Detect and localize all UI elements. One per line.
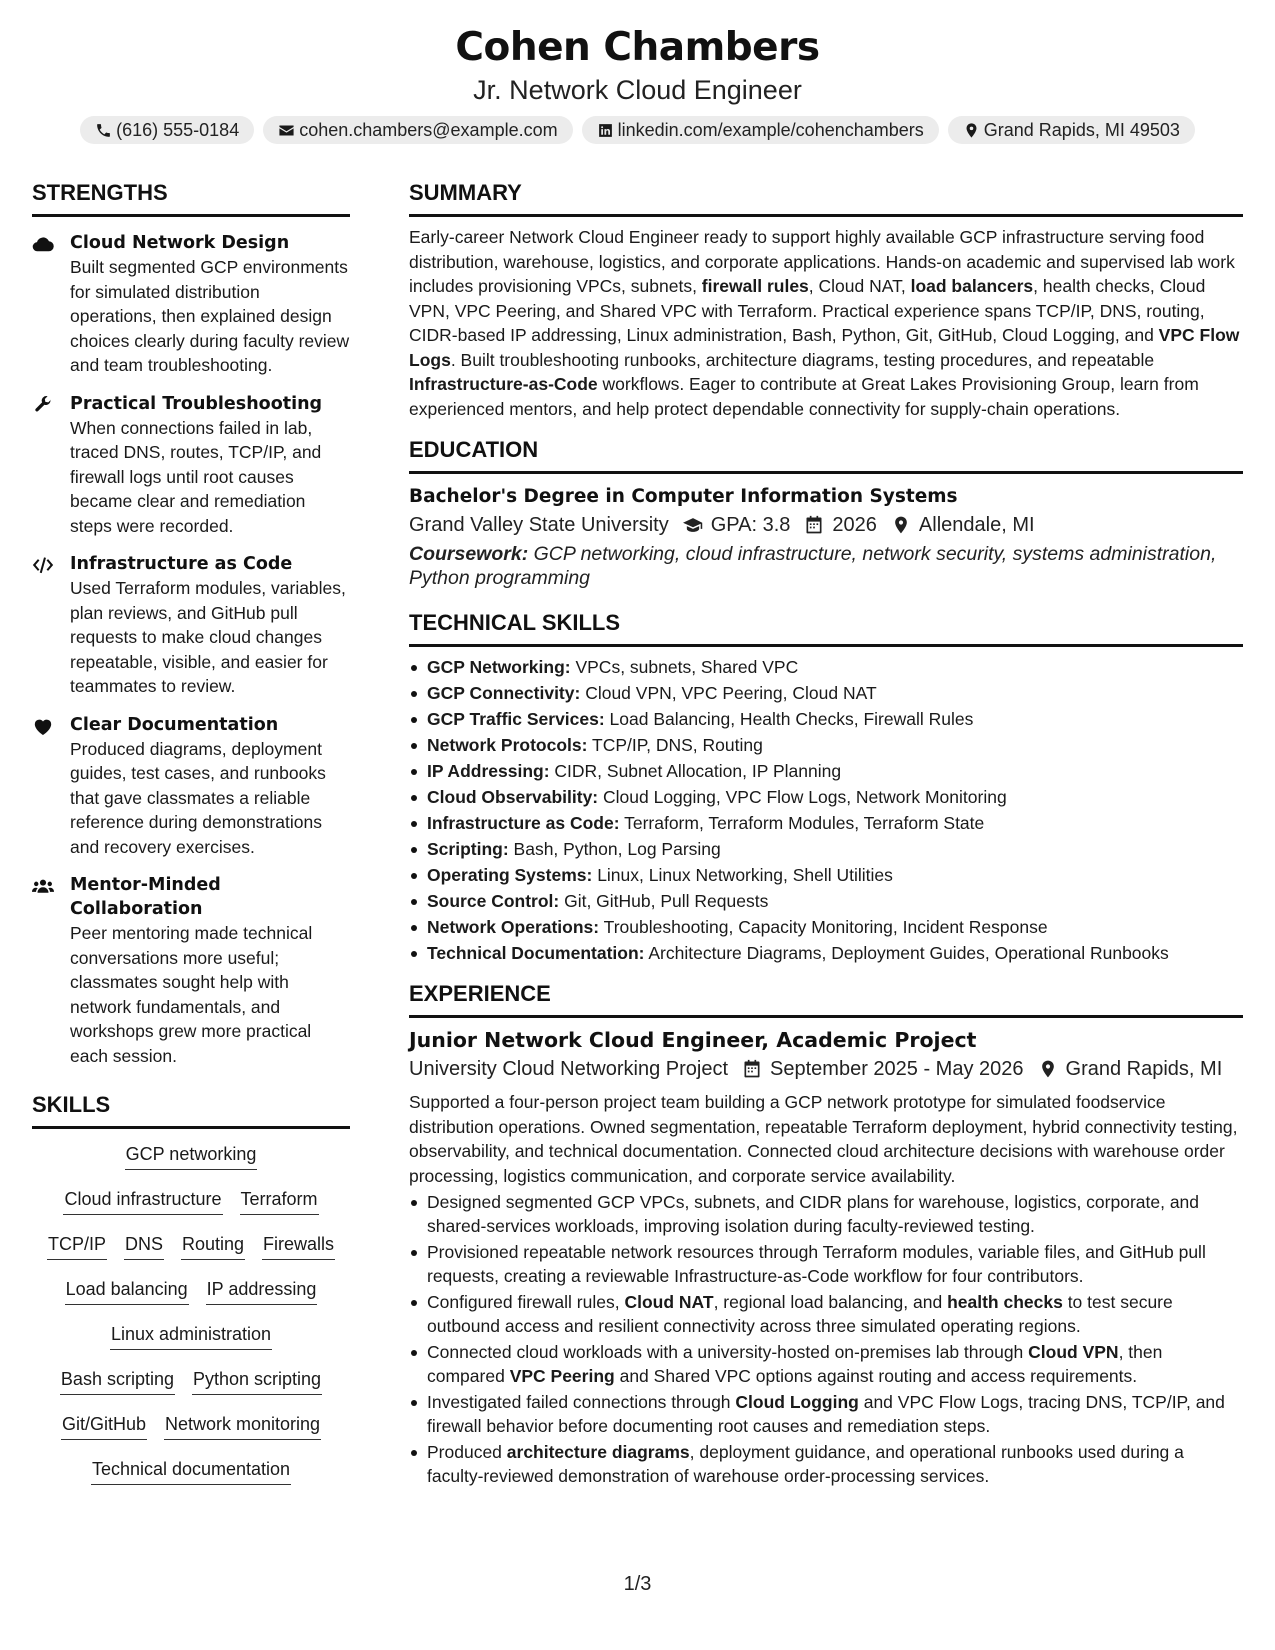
candidate-name: Cohen Chambers	[455, 25, 820, 70]
skill-value: Linux, Linux Networking, Shell Utilities	[592, 865, 893, 885]
strength-item	[32, 231, 350, 378]
job-description: Supported a four-person project team building a GCP network prototype for simulated foodservice distribution operations. Owned segmentation, repeatable Terraform deployment, hybrid connectivity testing, observability, and technical documentation. Connected cloud architecture decisions with warehouse order processing, logistics communication, and corporate service availability.	[409, 1092, 1238, 1186]
strength-title: Infrastructure as Code	[70, 554, 293, 574]
contact-location	[948, 116, 1195, 144]
wrench-icon	[32, 395, 54, 415]
experience-heading: EXPERIENCE	[409, 979, 1243, 1018]
skill-label: Infrastructure as Code:	[427, 813, 620, 833]
job-bullet	[409, 1390, 1243, 1438]
skills-list	[32, 1141, 350, 1501]
skill-tag: Load balancing	[65, 1276, 189, 1305]
job-bullet	[409, 1290, 1243, 1338]
skill-value: Troubleshooting, Capacity Monitoring, Incident Response	[599, 917, 1048, 937]
skill-label: GCP Networking:	[427, 657, 571, 677]
technical-skills-list	[409, 655, 1243, 965]
job-bullet	[409, 1190, 1243, 1238]
skill-label: Technical Documentation:	[427, 943, 645, 963]
location-icon	[1038, 1059, 1058, 1079]
skill-label: Scripting:	[427, 839, 509, 859]
coursework-text: GCP networking, cloud infrastructure, network security, systems administration, Python programming	[409, 543, 1217, 589]
skill-label: Network Protocols:	[427, 735, 588, 755]
skill-tag: Git/GitHub	[61, 1411, 147, 1440]
cloud-icon	[32, 234, 54, 254]
bullet-text: and Shared VPC options against routing and access requirements.	[614, 1366, 1138, 1386]
summary-part: workflows. Eager to contribute at Great Lakes Provisioning Group, learn from experienced mentors, and help protect dependable connectivity for supply-chain operations.	[409, 374, 1199, 419]
skill-value: Terraform, Terraform Modules, Terraform State	[619, 813, 985, 833]
summary-highlight: VPC Flow Logs	[409, 325, 1240, 370]
coursework-label: Coursework:	[409, 543, 529, 565]
technical-skill-item	[409, 655, 1243, 679]
job-dates: September 2025 - May 2026	[770, 1058, 1024, 1080]
strength-title: Mentor-Minded Collaboration	[70, 875, 221, 919]
strength-item	[32, 552, 350, 699]
job-bullets	[409, 1190, 1243, 1488]
bullet-text: Provisioned repeatable network resources through Terraform modules, variable files, and GitHub pull requests, creating a reviewable Infrastructure-as-Code workflow for four contributors.	[427, 1242, 1206, 1286]
bullet-highlight: VPC Peering	[509, 1366, 615, 1386]
summary-highlight: firewall rules	[701, 276, 809, 296]
heart-icon	[32, 716, 54, 736]
strength-description: When connections failed in lab, traced DNS, routes, TCP/IP, and firewall logs until root causes became clear and remediation steps were recorded.	[70, 417, 322, 536]
bullet-highlight: health checks	[947, 1292, 1063, 1312]
summary-part: Early-career Network Cloud Engineer ready to support highly available GCP infrastructure serving food distribution, warehouse, logistics, and corporate applications. Hands-on academic and supervised lab work includes provisioning VPCs, subnets,	[409, 227, 1235, 296]
education-meta	[409, 510, 1243, 540]
email-icon	[278, 122, 295, 139]
candidate-title: Jr. Network Cloud Engineer	[473, 75, 802, 105]
job-bullet	[409, 1240, 1243, 1288]
technical-skill-item	[409, 811, 1243, 835]
technical-skill-item	[409, 837, 1243, 861]
technical-skill-item	[409, 759, 1243, 783]
contact-bar	[0, 116, 1275, 144]
summary-part: , health checks, Cloud VPN, VPC Peering, and Shared VPC with Terraform. Practical experience spans TCP/IP, DNS, routing, CIDR-based IP addressing, Linux administration, Bash, Python, Git, GitHub, Cloud Logging, and	[409, 276, 1206, 345]
summary-heading: SUMMARY	[409, 178, 1243, 217]
contact-linkedin-text: linkedin.com/example/cohenchambers	[617, 120, 924, 140]
calendar-icon	[804, 515, 824, 535]
skill-tag: Terraform	[240, 1186, 319, 1215]
phone-icon	[95, 122, 112, 139]
bullet-highlight: Cloud NAT	[624, 1292, 714, 1312]
bullet-text: Connected cloud workloads with a university-hosted on-premises lab through	[427, 1342, 1029, 1362]
job-title: Junior Network Cloud Engineer, Academic Project	[409, 1028, 977, 1052]
bullet-text: and VPC Flow Logs, tracing DNS, TCP/IP, and firewall behavior before documenting root causes and remediation steps.	[427, 1392, 1225, 1436]
technical-skill-item	[409, 941, 1243, 965]
summary-part: . Built troubleshooting runbooks, architecture diagrams, testing procedures, and repeatable	[450, 349, 1155, 370]
technical-skill-item	[409, 707, 1243, 731]
bullet-highlight: Cloud Logging	[735, 1392, 859, 1412]
skill-row	[60, 1366, 322, 1411]
skills-heading: SKILLS	[32, 1090, 350, 1129]
education-school: Grand Valley State University	[409, 514, 669, 536]
strength-title: Cloud Network Design	[70, 233, 290, 253]
skill-value: TCP/IP, DNS, Routing	[587, 735, 763, 755]
bullet-text: , then compared	[427, 1342, 1163, 1386]
bullet-text: , deployment guidance, and operational runbooks used during a faculty-reviewed demonstration of warehouse order-processing services.	[427, 1442, 1184, 1486]
education-location: Allendale, MI	[918, 514, 1035, 536]
strength-description: Peer mentoring made technical conversations more useful; classmates sought help with network fundamentals, and workshops grew more practical each session.	[70, 923, 313, 1066]
job-location: Grand Rapids, MI	[1065, 1058, 1223, 1080]
contact-phone[interactable]	[80, 116, 254, 144]
education-year: 2026	[832, 514, 877, 536]
skill-tag: GCP networking	[125, 1141, 258, 1170]
skill-label: GCP Traffic Services:	[427, 709, 605, 729]
skill-label: Cloud Observability:	[427, 787, 599, 807]
skill-tag: Bash scripting	[60, 1366, 175, 1395]
skill-value: Cloud Logging, VPC Flow Logs, Network Monitoring	[598, 787, 1007, 807]
technical-skill-item	[409, 889, 1243, 913]
skill-row	[65, 1276, 318, 1321]
strength-description: Used Terraform modules, variables, plan reviews, and GitHub pull requests to make cloud changes repeatable, visible, and easier for teammates to review.	[70, 578, 346, 696]
skill-tag: IP addressing	[206, 1276, 318, 1305]
skill-row	[125, 1141, 258, 1186]
technical-skill-item	[409, 785, 1243, 809]
code-icon	[32, 555, 54, 575]
skill-tag: TCP/IP	[47, 1231, 107, 1260]
summary-highlight: load balancers	[910, 276, 1034, 296]
skill-value: Load Balancing, Health Checks, Firewall Rules	[604, 709, 974, 729]
skill-value: Bash, Python, Log Parsing	[508, 839, 721, 859]
calendar-icon	[742, 1059, 762, 1079]
contact-email[interactable]	[263, 116, 572, 144]
location-icon	[963, 122, 980, 139]
strengths-heading: STRENGTHS	[32, 178, 350, 217]
strength-item	[32, 713, 350, 860]
job-meta	[409, 1054, 1243, 1084]
skill-value: VPCs, subnets, Shared VPC	[570, 657, 799, 677]
skill-row	[110, 1321, 272, 1366]
skill-label: Network Operations:	[427, 917, 600, 937]
skill-tag: Network monitoring	[164, 1411, 321, 1440]
strength-item	[32, 873, 350, 1068]
contact-location-text: Grand Rapids, MI 49503	[983, 120, 1180, 140]
job-bullet	[409, 1340, 1243, 1388]
education-coursework	[409, 542, 1243, 590]
bullet-text: Produced	[427, 1442, 507, 1462]
job-bullet	[409, 1440, 1243, 1488]
skill-value: Architecture Diagrams, Deployment Guides, Operational Runbooks	[644, 943, 1169, 963]
skill-row	[63, 1186, 318, 1231]
skill-value: Cloud VPN, VPC Peering, Cloud NAT	[580, 683, 877, 703]
skill-tag: Technical documentation	[91, 1456, 291, 1485]
education-heading: EDUCATION	[409, 435, 1243, 474]
summary-text	[409, 225, 1243, 421]
location-icon	[891, 515, 911, 535]
technical-skill-item	[409, 915, 1243, 939]
technical-skill-item	[409, 733, 1243, 757]
bullet-text: Designed segmented GCP VPCs, subnets, and CIDR plans for warehouse, logistics, corporate, and shared-services workloads, improving isolation during faculty-reviewed testing.	[427, 1192, 1200, 1236]
bullet-text: to test secure outbound access and resilient connectivity across three simulated operating regions.	[427, 1292, 1173, 1336]
technical-skills-heading: TECHNICAL SKILLS	[409, 608, 1243, 647]
contact-linkedin[interactable]	[582, 116, 939, 144]
technical-skill-item	[409, 681, 1243, 705]
job-organization: University Cloud Networking Project	[409, 1058, 729, 1080]
strength-title: Clear Documentation	[70, 714, 279, 735]
right-column	[409, 178, 1243, 1490]
bullet-text: Configured firewall rules,	[427, 1292, 625, 1312]
skill-tag: DNS	[124, 1231, 164, 1260]
graduation-cap-icon	[683, 515, 703, 535]
bullet-text: Investigated failed connections through	[427, 1392, 736, 1412]
skill-tag: Routing	[181, 1231, 245, 1260]
strength-description: Produced diagrams, deployment guides, test cases, and runbooks that gave classmates a reliable reference during demonstrations and recovery exercises.	[70, 738, 326, 857]
skill-row	[91, 1456, 291, 1501]
users-icon	[32, 876, 54, 896]
skill-label: GCP Connectivity:	[427, 683, 581, 703]
education-degree: Bachelor's Degree in Computer Information Systems	[409, 486, 958, 507]
skill-tag: Python scripting	[192, 1366, 322, 1395]
skill-label: Operating Systems:	[427, 865, 593, 885]
left-column	[32, 178, 350, 1501]
linkedin-icon	[597, 122, 614, 139]
strength-title: Practical Troubleshooting	[70, 393, 323, 414]
education-gpa: GPA: 3.8	[710, 514, 791, 536]
contact-email-text: cohen.chambers@example.com	[299, 120, 558, 140]
page-number: 1/3	[623, 1573, 652, 1595]
skill-row	[61, 1411, 321, 1456]
strength-item	[32, 392, 350, 539]
technical-skill-item	[409, 863, 1243, 887]
contact-phone-text: (616) 555-0184	[116, 120, 240, 140]
bullet-highlight: Cloud VPN	[1028, 1342, 1119, 1362]
bullet-text: , regional load balancing, and	[713, 1292, 948, 1312]
skill-value: CIDR, Subnet Allocation, IP Planning	[549, 761, 842, 781]
bullet-highlight: architecture diagrams	[506, 1442, 690, 1462]
strength-description: Built segmented GCP environments for simulated distribution operations, then explained design choices clearly during faculty review and team troubleshooting.	[70, 257, 350, 375]
skill-label: IP Addressing:	[427, 761, 550, 781]
skill-tag: Firewalls	[262, 1231, 335, 1260]
skill-label: Source Control:	[427, 891, 560, 911]
resume-header	[0, 22, 1275, 144]
summary-highlight: Infrastructure-as-Code	[409, 374, 598, 394]
summary-part: , Cloud NAT,	[808, 276, 911, 296]
skill-tag: Cloud infrastructure	[63, 1186, 222, 1215]
skill-row	[47, 1231, 335, 1276]
skill-value: Git, GitHub, Pull Requests	[559, 891, 769, 911]
skill-tag: Linux administration	[110, 1321, 272, 1350]
